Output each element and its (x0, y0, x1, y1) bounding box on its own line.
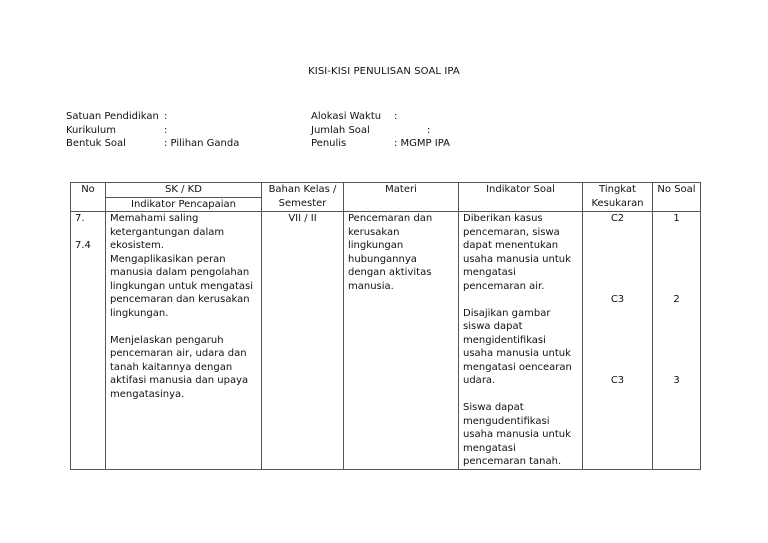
cell-indikator-soal (459, 212, 583, 470)
header-indikator-pencapaian: Indikator Pencapaian (131, 198, 236, 210)
header-no: No (71, 183, 106, 212)
cell-bahan-kelas: VII / II (262, 212, 344, 470)
meta-row-alokasi (311, 110, 541, 124)
meta-value: : (427, 124, 431, 136)
cell-materi: Pencemaran dan kerusakan lingkungan hubungannya dengan aktivitas manusia. (344, 212, 459, 470)
cell-sk-kd: Memahami saling ketergantungan dalam ekosistem. Mengaplikasikan peran manusia dalam pengolahan lingkungan untuk mengatasi pencemaran dan kerusakan lingkungan. Menjelaskan pengaruh pencemaran air, udara dan tanah kaitannya dengan aktifasi manusia dan upaya mengatasinya. (106, 212, 262, 470)
document-title: KISI-KISI PENULISAN SOAL IPA (308, 66, 460, 77)
meta-label: Alokasi Waktu (311, 111, 382, 122)
meta-label: Penulis (311, 138, 347, 149)
no-secondary: 7.4 (75, 240, 91, 251)
indikator-soal-item: Diberikan kasus pencemaran, siswa dapat menentukan usaha manusia untuk mengatasi pencemaran air. (463, 213, 571, 292)
tingkat-value: C2 (610, 213, 625, 224)
cell-no-soal (653, 212, 701, 470)
meta-value: : (394, 111, 398, 122)
header-indikator-soal: Indikator Soal (459, 183, 583, 212)
meta-right (311, 110, 541, 151)
header-sk-kd: SK / KD (106, 183, 261, 198)
indikator-soal-item: Siswa dapat mengudentifikasi usaha manusia untuk mengatasi pencemaran tanah. (463, 402, 571, 467)
tingkat-value: C3 (610, 294, 625, 305)
meta-row-bentuk-soal (66, 137, 296, 151)
cell-no (71, 212, 106, 470)
meta-left (66, 110, 296, 151)
no-soal-value: 2 (673, 294, 680, 305)
meta-value: : (164, 111, 168, 122)
meta-label: Jumlah Soal (311, 124, 370, 136)
no-primary: 7. (75, 213, 85, 224)
table-header-row (71, 183, 701, 212)
meta-label: Bentuk Soal (66, 138, 126, 149)
no-soal-value: 1 (673, 213, 680, 224)
meta-row-penulis (311, 137, 541, 151)
indikator-soal-item: Disajikan gambar siswa dapat mengidentifikasi usaha manusia untuk mengatasi oencearan udara. (463, 307, 572, 386)
header-tingkat-kesukaran: Tingkat Kesukaran (583, 183, 653, 212)
meta-label: Kurikulum (66, 124, 116, 136)
header-no-soal: No Soal (653, 183, 701, 212)
meta-label: Satuan Pendidikan (66, 111, 159, 122)
meta-value: : Pilihan Ganda (164, 138, 240, 149)
meta-row-kurikulum (66, 124, 296, 138)
header-materi: Materi (344, 183, 459, 212)
meta-row-satuan (66, 110, 296, 124)
kisi-kisi-table (70, 182, 701, 470)
meta-value: : MGMP IPA (394, 138, 450, 149)
tingkat-value: C3 (610, 375, 625, 386)
cell-tingkat (583, 212, 653, 470)
meta-value: : (164, 124, 168, 136)
meta-row-jumlah-soal (311, 124, 541, 138)
header-sk-kd-cell (106, 183, 262, 212)
table-row (71, 212, 701, 470)
header-bahan-kelas: Bahan Kelas / Semester (262, 183, 344, 212)
no-soal-value: 3 (673, 375, 680, 386)
